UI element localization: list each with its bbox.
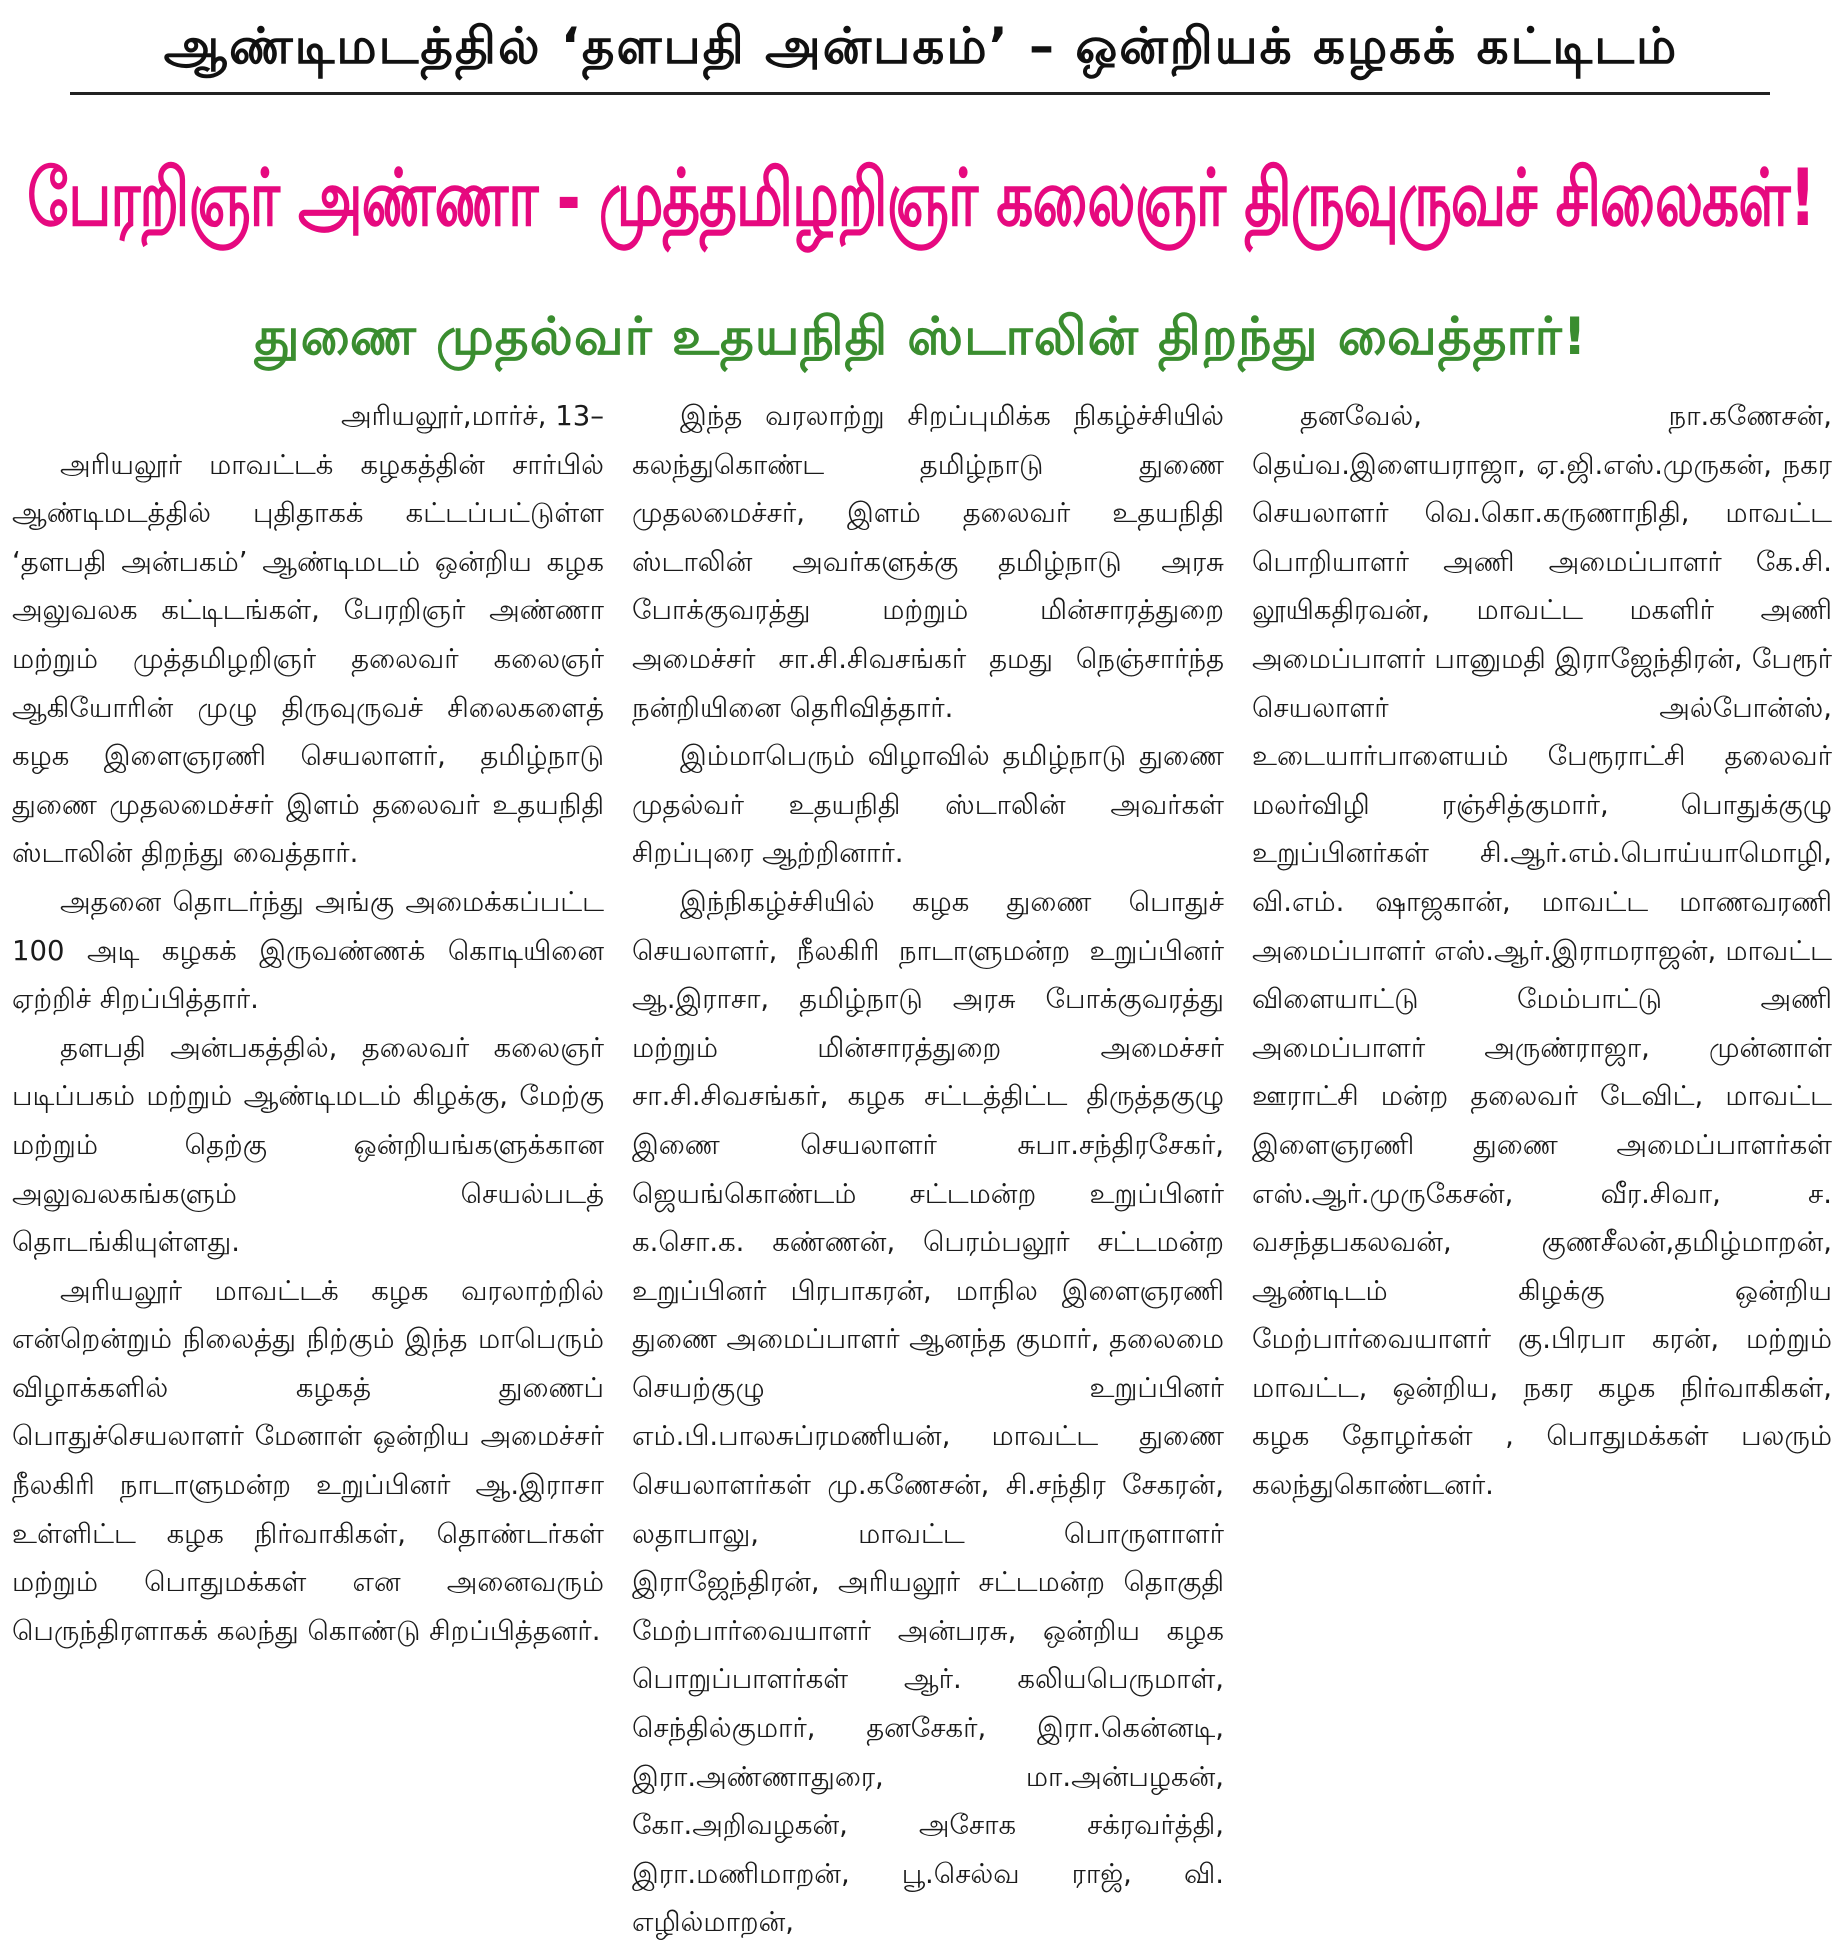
article-paragraph: அரியலூர் மாவட்டக் கழகத்தின் சார்பில் ஆண்டிமடத்தில் புதிதாகக் கட்டப்பட்டுள்ள ‘தளபதி அன்பகம்’ ஆண்டிமடம் ஒன்றிய கழக அலுவலக கட்டிடங்கள், பேரறிஞர் அண்ணா மற்றும் முத்தமிழறிஞர் தலைவர் கலைஞர் ஆகியோரின் முழு திருவுருவச் சிலைகளைத் கழக இளைஞரணி செயலாளர், தமிழ்நாடு துணை முதலமைச்சர் இளம் தலைவர் உதயநிதி ஸ்டாலின் திறந்து வைத்தார். <box>12 448 604 870</box>
article-column-1 <box>12 392 604 1655</box>
article-paragraph: இந்த வரலாற்று சிறப்புமிக்க நிகழ்ச்சியில் கலந்துகொண்ட தமிழ்நாடு துணை முதலமைச்சர், இளம் தலைவர் உதயநிதி ஸ்டாலின் அவர்களுக்கு தமிழ்நாடு அரசு போக்குவரத்து மற்றும் மின்சாரத்துறை அமைச்சர் சா.சி.சிவசங்கர் தமது நெஞ்சார்ந்த நன்றியினை தெரிவித்தார். <box>632 400 1224 724</box>
article-paragraph: தளபதி அன்பகத்தில், தலைவர் கலைஞர் படிப்பகம் மற்றும் ஆண்டிமடம் கிழக்கு, மேற்கு மற்றும் தெற்கு ஒன்றியங்களுக்கான அலுவலகங்களும் செயல்படத் தொடங்கியுள்ளது. <box>12 1031 604 1259</box>
article-body <box>12 392 1832 1939</box>
article-paragraph: இம்மாபெரும் விழாவில் தமிழ்நாடு துணை முதல்வர் உதயநிதி ஸ்டாலின் அவர்கள் சிறப்புரை ஆற்றினார். <box>632 740 1224 870</box>
article-paragraph: அதனை தொடர்ந்து அங்கு அமைக்கப்பட்ட 100 அடி கழகக் இருவண்ணக் கொடியினை ஏற்றிச் சிறப்பித்தார். <box>12 885 604 1016</box>
article-paragraph: அரியலூர் மாவட்டக் கழக வரலாற்றில் என்றென்றும் நிலைத்து நிற்கும் இந்த மாபெரும் விழாக்களில் கழகத் துணைப் பொதுச்செயலாளர் மேனாள் ஒன்றிய அமைச்சர் நீலகிரி நாடாளுமன்ற உறுப்பினர் ஆ.இராசா உள்ளிட்ட கழக நிர்வாகிகள், தொண்டர்கள் மற்றும் பொதுமக்கள் என அனைவரும் பெருந்திரளாகக் கலந்து கொண்டு சிறப்பித்தனர். <box>12 1274 604 1647</box>
article-column-3 <box>1252 392 1832 1510</box>
kicker-headline: ஆண்டிமடத்தில் ‘தளபதி அன்பகம்’ – ஒன்றியக் கழகக் கட்டிடம் <box>163 17 1679 75</box>
sub-headline: துணை முதல்வர் உதயநிதி ஸ்டாலின் திறந்து வைத்தார்! <box>254 307 1588 367</box>
dateline: அரியலூர்,மார்ச், 13– <box>340 400 604 432</box>
article-paragraph: இந்நிகழ்ச்சியில் கழக துணை பொதுச் செயலாளர், நீலகிரி நாடாளுமன்ற உறுப்பினர் ஆ.இராசா, தமிழ்நாடு அரசு போக்குவரத்து மற்றும் மின்சாரத்துறை அமைச்சர் சா.சி.சிவசங்கர், கழக சட்டத்திட்ட திருத்தகுழு இணை செயலாளர் சுபா.சந்திரசேகர், ஜெயங்கொண்டம் சட்டமன்ற உறுப்பினர் க.சொ.க. கண்ணன், பெரம்பலூர் சட்டமன்ற உறுப்பினர் பிரபாகரன், மாநில இளைஞரணி துணை அமைப்பாளர் ஆனந்த குமார், தலைமை செயற்குழு உறுப்பினர் எம்.பி.பாலசுப்ரமணியன், மாவட்ட துணை செயலாளர்கள் மு.கணேசன், சி.சந்திர சேகரன், லதாபாலு, மாவட்ட பொருளாளர் இராஜேந்திரன், அரியலூர் சட்டமன்ற தொகுதி மேற்பார்வையாளர் அன்பரசு, ஒன்றிய கழக பொறுப்பாளர்கள் ஆர். கலியபெருமாள், செந்தில்குமார், தனசேகர், இரா.கென்னடி, இரா.அண்ணாதுரை, மா.அன்பழகன், கோ.அறிவழகன், அசோக சக்ரவர்த்தி, இரா.மணிமாறன், பூ.செல்வ ராஜ், வி. எழில்மாறன், <box>632 885 1224 1939</box>
article-column-2 <box>632 392 1224 1947</box>
article-paragraph: தனவேல், நா.கணேசன், தெய்வ.இளையராஜா, ஏ.ஜி.எஸ்.முருகன், நகர செயலாளர் வெ.கொ.கருணாநிதி, மாவட்ட பொறியாளர் அணி அமைப்பாளர் கே.சி. லூயிகதிரவன், மாவட்ட மகளிர் அணி அமைப்பாளர் பானுமதி இராஜேந்திரன், பேரூர் செயலாளர் அல்போன்ஸ், உடையார்பாளையம் பேரூராட்சி தலைவர் மலர்விழி ரஞ்சித்குமார், பொதுக்குழு உறுப்பினர்கள் சி.ஆர்.எம்.பொய்யாமொழி, வி.எம். ஷாஜகான், மாவட்ட மாணவரணி அமைப்பாளர் எஸ்.ஆர்.இராமராஜன், மாவட்ட விளையாட்டு மேம்பாட்டு அணி அமைப்பாளர் அருண்ராஜா, முன்னாள் ஊராட்சி மன்ற தலைவர் டேவிட், மாவட்ட இளைஞரணி துணை அமைப்பாளர்கள் எஸ்.ஆர்.முருகேசன், வீர.சிவா, ச. வசந்தபகலவன், குணசீலன்,தமிழ்மாறன், ஆண்டிடம் கிழக்கு ஒன்றிய மேற்பார்வையாளர் கு.பிரபா கரன், மற்றும் மாவட்ட, ஒன்றிய, நகர கழக நிர்வாகிகள், கழக தோழர்கள் , பொதுமக்கள் பலரும் கலந்துகொண்டனர். <box>1252 400 1832 1502</box>
main-headline: பேரறிஞர் அண்ணா - முத்தமிழறிஞர் கலைஞர் திருவுருவச் சிலைகள்! <box>27 152 1815 244</box>
